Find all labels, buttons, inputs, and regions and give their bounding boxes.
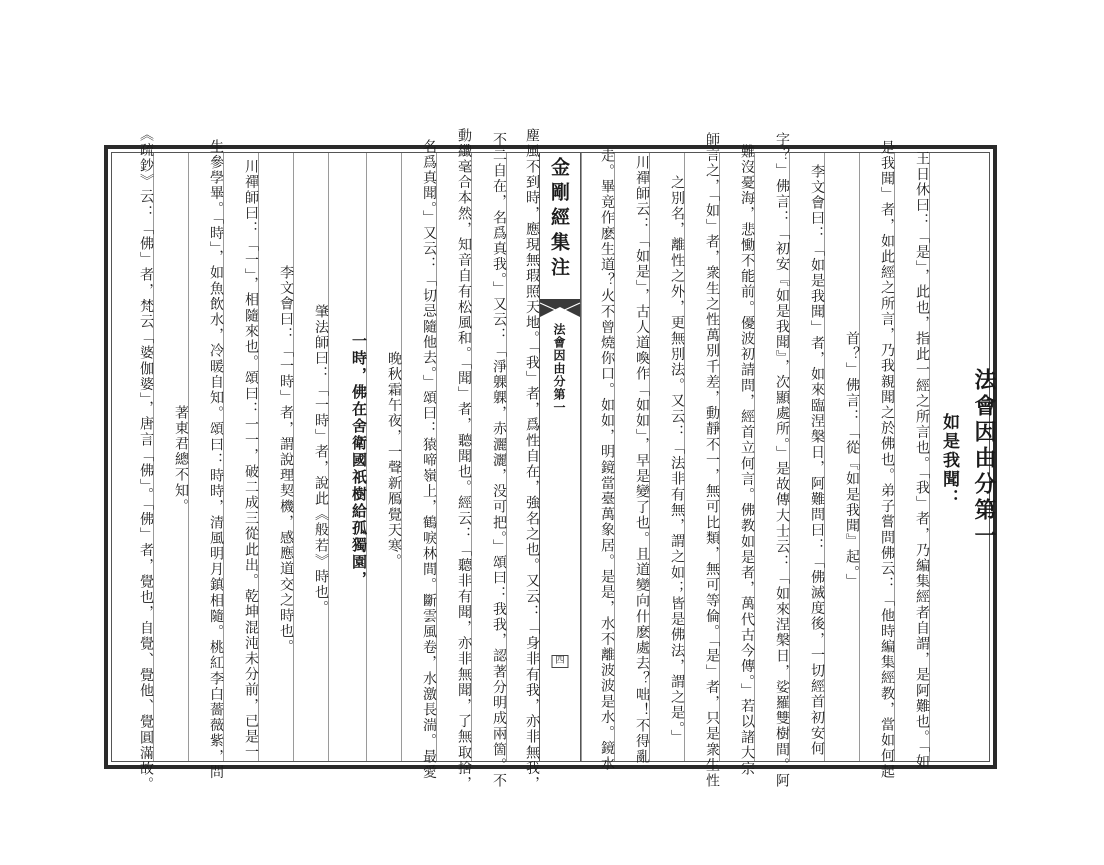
page-frame: [104, 127, 997, 793]
text-column: 《疏鈔》云：「佛」者，梵云「婆伽婆」，唐言「佛」。「佛」者，覺也，自覺、覺他、覺圓滿故。: [138, 127, 154, 793]
text-column: 晚秋霜午夜，一聲新鴈覺天寒。: [366, 153, 401, 761]
sutra-verse: 一時，佛在舍衛國祇樹給孤獨園，: [328, 153, 366, 761]
text-column: 動纖毫合本然，知音自有松風和。「聞」者，聽聞也。經云：「聽非有聞，亦非無聞，了無取捨，: [436, 153, 471, 761]
page-body: [111, 127, 997, 793]
text-column: 走。畢竟作麽生道？火不曾燒你口。如如，明鏡當臺萬象居。是是，水不離波波是水。鏡水: [581, 153, 614, 761]
text-column: 川禪師云：「如是」，古人道喚作「如如」，早是變了也。且道變向什麽處去？咄！不得亂: [614, 153, 649, 761]
text-column: 首？」佛言：「從『如是我聞』起。」: [824, 153, 859, 761]
text-column: 川禪師曰：「一」，相隨來也。頌曰：一一，破二成三從此出。乾坤混沌未分前，已是一: [223, 153, 258, 761]
spine-chapter-label: 法會因由分第一: [552, 323, 566, 414]
chapter-title: 法會因由分第一: [971, 368, 997, 550]
text-column: 字？」佛言：「初安『如是我聞』，次顯處所。」是故傳大士云：「如來涅槃日，娑羅雙樹間。阿: [754, 153, 789, 761]
page-number: 四: [551, 655, 568, 668]
center-spine: [539, 153, 581, 761]
text-column: 師言之，「如」者，衆生之性萬別千差，動靜不一，無可比類，無可等倫。「是」者，只是衆生性: [684, 153, 719, 761]
text-column: 之別名，離性之外，更無別法。又云：「法非有無，謂之如；皆是佛法，謂之是。」: [649, 153, 684, 761]
text-column: 不二自在，名爲真我。」又云：「淨躶躶，赤灑灑，没可把。」頌曰：我我，認著分明成兩箇。不: [471, 153, 506, 761]
text-column: 名爲真聞。」又云：「切忌隨他去。」頌曰：猿啼嶺上，鶴唳林間。斷雲風卷，水激長湍。最愛: [401, 153, 436, 761]
text-column: 著東君總不知。: [153, 153, 188, 761]
fish-tail-ornament: [540, 299, 580, 319]
text-column: 生參學畢。「時」，如魚飲水，冷暖自知。頌曰：時時，清風明月鎮相隨。桃紅李白薔薇紫，問: [188, 153, 223, 761]
text-column: 是我聞」者，如此經之所言，乃我親聞之於佛也。弟子嘗問佛云：「他時編集經教，當如何起: [859, 153, 894, 761]
text-column: 王日休曰：「是」，此也，指此一經之所言也。「我」者，乃編集經者自謂，是阿難也。「如: [894, 153, 929, 761]
text-column: 塵風不到時，應現無瑕照天地。「我」者，爲性自在，強名之也。又云：「身非有我，亦非無我，: [506, 153, 539, 761]
section-heading: 如是我聞：: [929, 153, 957, 761]
text-column: 李文會曰：「一時」者，謂說理契機，感應道交之時也。: [258, 153, 293, 761]
text-column: 肇法師曰：「一時」者，說此《般若》時也。: [293, 153, 328, 761]
text-column: 難沒憂海，悲慟不能前。優波初請問，經首立何言。佛教如是者，萬代古今傳。」若以諸大宗: [719, 153, 754, 761]
text-column: 李文會曰：「如是我聞」者，如來臨涅槃日，阿難問曰：「佛滅度後，一切經首初安何: [789, 153, 824, 761]
book-title: 金剛經集注: [548, 157, 570, 282]
